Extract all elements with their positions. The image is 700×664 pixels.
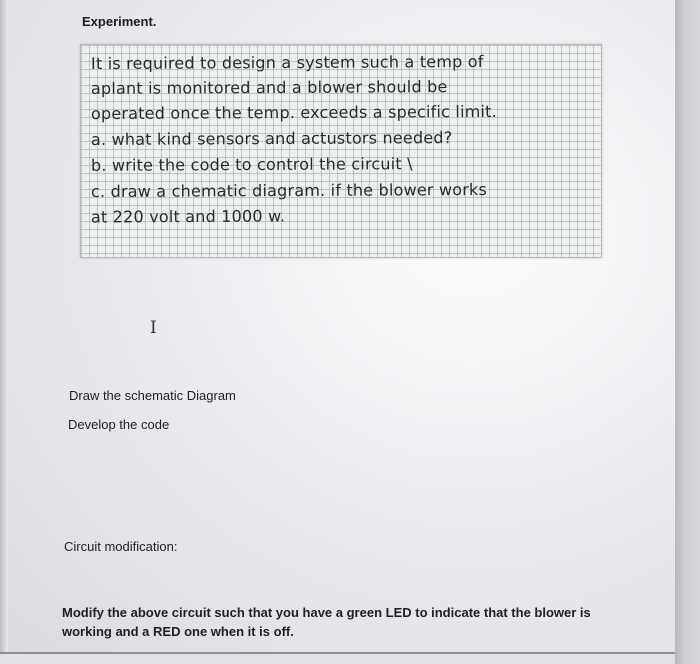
note-line-5: b. write the code to control the circuit \ (90, 154, 413, 175)
page-edge-left (0, 0, 8, 664)
page-bottom-strip (0, 654, 675, 664)
note-line-3: operated once the temp. exceeds a specific limit. (90, 101, 497, 124)
page-edge-right (675, 0, 700, 664)
modification-instructions: Modify the above circuit such that you have a green LED to indicate that the blower is working and a RED one when it is off. (62, 605, 591, 639)
handwritten-note-image (80, 44, 602, 258)
note-line-2: aplant is monitored and a blower should be (90, 77, 448, 98)
note-line-6: c. draw a chematic diagram. if the blower works (90, 179, 488, 202)
task-draw-schematic: Draw the schematic Diagram (69, 388, 236, 403)
note-line-1: It is required to design a system such a temp of (90, 51, 484, 74)
note-line-4: a. what kind sensors and actustors needed? (90, 128, 453, 149)
experiment-heading: Experiment. (82, 14, 157, 29)
note-line-7: at 220 volt and 1000 w. (90, 206, 286, 227)
circuit-modification-label: Circuit modification: (64, 539, 178, 554)
text-cursor-icon: I (150, 318, 157, 338)
task-develop-code: Develop the code (68, 417, 170, 432)
